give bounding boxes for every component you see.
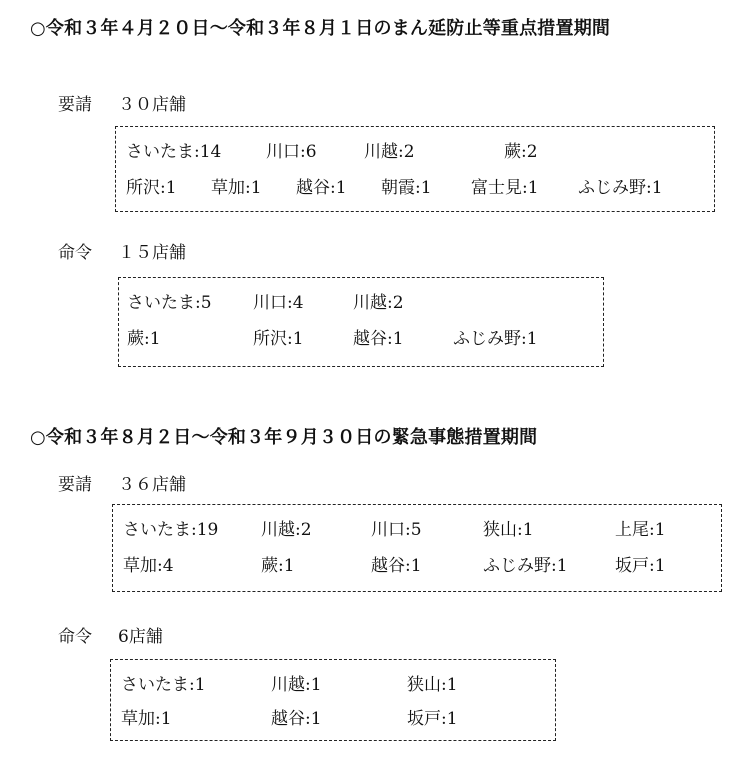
list-item: 川越:2 [353,293,404,313]
list-item: 坂戸:1 [407,709,458,729]
list-item: 朝霞:1 [381,178,432,198]
list-item: 蕨:2 [504,142,538,162]
list-item: ふじみ野:1 [483,556,568,576]
list-item: 越谷:1 [271,709,322,729]
section2-order-label: 命令 [58,627,92,647]
list-item: 草加:1 [121,709,172,729]
table-row [113,551,721,577]
list-item: 川越:1 [271,675,322,695]
section1-order-label: 命令 [58,243,92,263]
section1-order-box [118,277,604,367]
list-item: 狭山:1 [407,675,458,695]
table-row [119,288,603,314]
table-row [116,173,714,199]
table-row [111,704,555,730]
section1-request-box [115,126,715,212]
section2-order-box [110,659,556,741]
table-row [111,670,555,696]
table-row [119,324,603,350]
list-item: 川口:6 [266,142,317,162]
list-item: 富士見:1 [471,178,539,198]
section1-request-label: 要請 [58,95,92,115]
list-item: 草加:1 [211,178,262,198]
list-item: 所沢:1 [253,329,304,349]
list-item: 越谷:1 [371,556,422,576]
table-row [113,515,721,541]
list-item: 坂戸:1 [615,556,666,576]
list-item: 川越:2 [364,142,415,162]
list-item: さいたま:1 [121,675,206,695]
list-item: 上尾:1 [615,520,666,540]
list-item: 川越:2 [261,520,312,540]
section2-order-count: 6店舗 [118,627,163,647]
list-item: さいたま:5 [127,293,212,313]
section1-request-count: ３０店舗 [118,95,186,115]
section2-request-box [112,504,722,592]
list-item: ふじみ野:1 [578,178,663,198]
section1-order-count: １５店舗 [118,243,186,263]
list-item: 越谷:1 [353,329,404,349]
list-item: 狭山:1 [483,520,534,540]
list-item: 所沢:1 [126,178,177,198]
list-item: 草加:4 [123,556,174,576]
list-item: さいたま:14 [126,142,222,162]
table-row [116,137,714,163]
list-item: 越谷:1 [296,178,347,198]
list-item: 蕨:1 [261,556,295,576]
list-item: 蕨:1 [127,329,161,349]
section2-request-label: 要請 [58,475,92,495]
list-item: ふじみ野:1 [453,329,538,349]
section2-heading: ○令和３年８月２日～令和３年９月３０日の緊急事態措置期間 [30,427,538,448]
list-item: 川口:4 [253,293,304,313]
section1-heading: ○令和３年４月２０日～令和３年８月１日のまん延防止等重点措置期間 [30,18,611,39]
list-item: さいたま:19 [123,520,219,540]
list-item: 川口:5 [371,520,422,540]
section2-request-count: ３６店舗 [118,475,186,495]
